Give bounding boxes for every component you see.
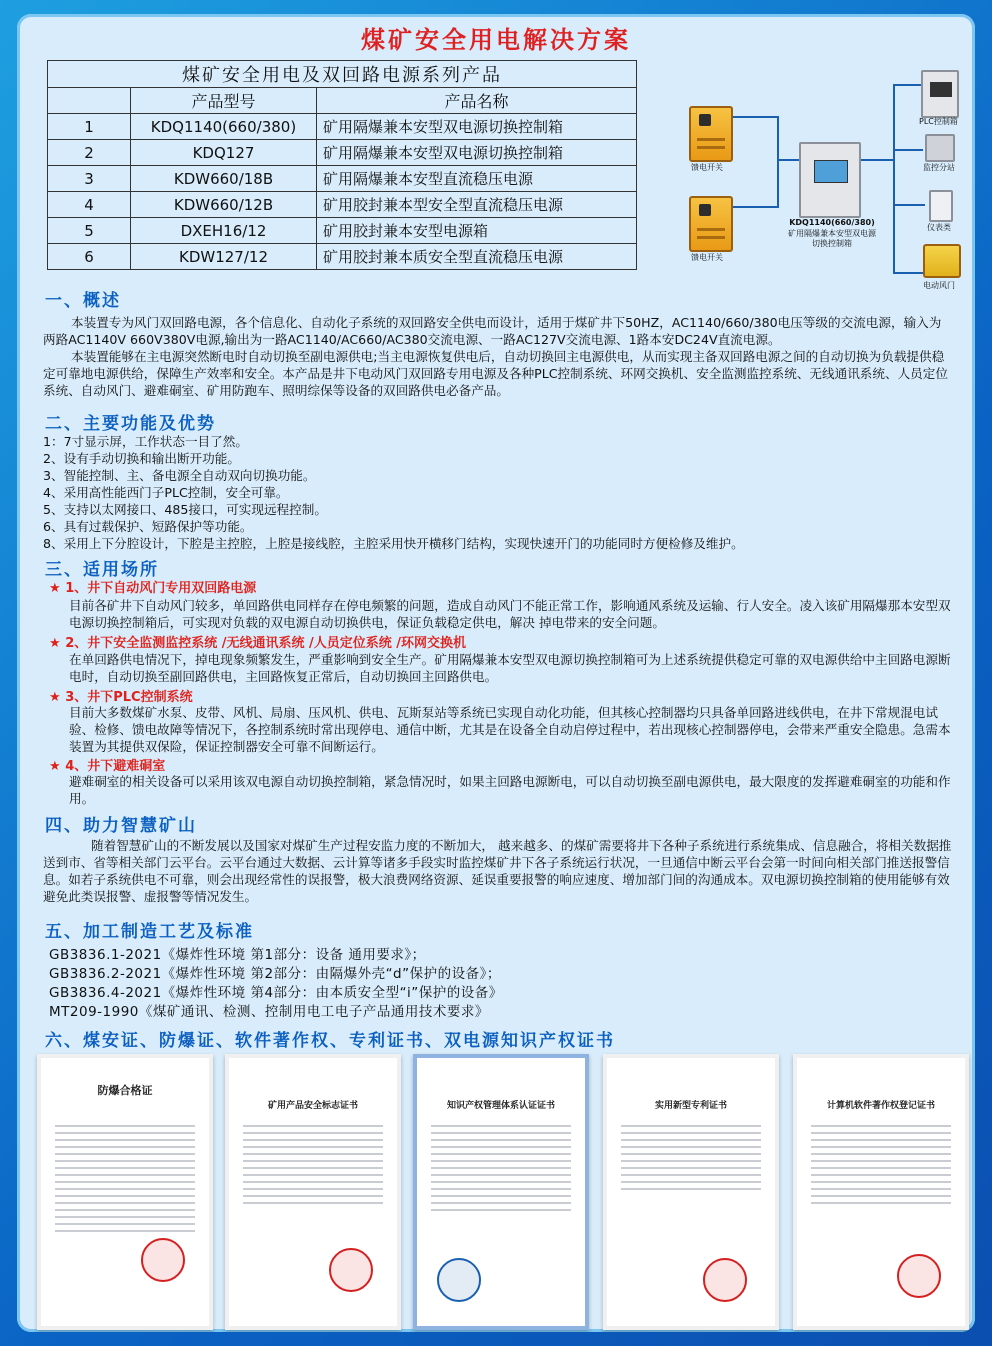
- indicator-icon: [699, 114, 711, 126]
- certificate-software-copyright: [793, 1054, 969, 1330]
- feeder-switch-2-image: [689, 196, 733, 252]
- feature-list: [43, 433, 744, 552]
- monitor-station-image: [925, 134, 955, 162]
- certificate-title: 矿用产品安全标志证书: [267, 1101, 358, 1111]
- vent-icon: [697, 228, 725, 231]
- table-row: [48, 192, 637, 218]
- certificate-mine-safety: [225, 1054, 401, 1330]
- row-model: KDQ127: [131, 140, 317, 166]
- row-model: KDW660/12B: [131, 192, 317, 218]
- table-caption: 煤矿安全用电及双回路电源系列产品: [48, 61, 637, 88]
- poster-page: [17, 14, 975, 1332]
- row-name: 矿用隔爆兼本安型双电源切换控制箱: [317, 114, 637, 140]
- certificate-ip-management: [413, 1054, 589, 1330]
- use-case-2-title: [49, 632, 466, 651]
- standard-item: GB3836.4-2021《爆炸性环境 第4部分：由本质安全型“i”保护的设备》: [49, 985, 503, 1001]
- plc-box-image: [921, 70, 959, 118]
- certificate-explosion-proof: [37, 1054, 213, 1330]
- plc-panel-icon: [930, 82, 951, 97]
- feature-item: 4、采用高性能西门子PLC控制，安全可靠。: [43, 485, 289, 500]
- monitor-station-label: 监控分站: [923, 163, 955, 172]
- vent-icon: [697, 138, 725, 141]
- section-2-heading: 二、主要功能及优势: [45, 414, 216, 434]
- use-case-3-title: [49, 686, 193, 705]
- row-name: 矿用隔爆兼本安型双电源切换控制箱: [317, 140, 637, 166]
- display-screen-icon: [814, 160, 848, 184]
- use-case-1-text: 目前各矿井下自动风门较多，单回路供电同样存在停电频繁的问题，造成自动风门不能正常工作，影响通风系统及运输、行人安全。凌入该矿用隔爆那本安型双电源切换控制箱后，可实现对负载的双电源自动切换供电，保证负载稳定供电，解决 掉电带来的安全问题。: [69, 598, 951, 630]
- section-6-heading: 六、煤安证、防爆证、软件著作权、专利证书、双电源知识产权证书: [45, 1031, 615, 1051]
- system-diagram: [659, 54, 971, 294]
- section-1-paragraph-2: 本装置能够在主电源突然断电时自动切换至副电源供电;当主电源恢复供电后，自动切换回主电源供电，从而实现主备双回路电源之间的自动切换为负载提供稳定可靠地电源供给，保障生产效率和安全。本产品是井下电动风门双回路专用电源及各种PLC控制系统、环网交换机、安全监测监控系统、无线通讯系统、人员定位系统、自动风门、避难硐室、矿用防跑车、照明综保等设备的双回路供电必备产品。: [43, 349, 948, 398]
- red-seal-icon: [897, 1254, 941, 1298]
- certificate-text-lines: [431, 1120, 571, 1216]
- table-row: [48, 114, 637, 140]
- feature-item: 5、支持以太网接口、485接口，可实现远程控制。: [43, 502, 327, 517]
- section-4-heading: 四、助力智慧矿山: [45, 816, 197, 836]
- row-model: KDQ1140(660/380): [131, 114, 317, 140]
- use-case-1-title: [49, 577, 256, 596]
- control-box-model-label: KDQ1140(660/380): [789, 218, 875, 227]
- feature-item: 2、设有手动切换和输出断开功能。: [43, 451, 240, 466]
- wire: [893, 272, 923, 274]
- certificate-title: 防爆合格证: [97, 1084, 153, 1097]
- row-name: 矿用胶封兼本质安全型直流稳压电源: [317, 244, 637, 270]
- star-icon: ★: [49, 581, 61, 596]
- feature-item: 1：7寸显示屏，工作状态一目了然。: [43, 434, 248, 449]
- wire: [729, 116, 779, 118]
- feature-item: 6、具有过载保护、短路保护等功能。: [43, 519, 253, 534]
- certification-logo-icon: [437, 1258, 481, 1302]
- table-header-cell: 产品型号: [131, 88, 317, 114]
- table-header-cell: [48, 88, 131, 114]
- certificate-text-lines: [243, 1120, 383, 1209]
- certificate-text-lines: [621, 1120, 761, 1195]
- use-case-3-label: 3、井下PLC控制系统: [65, 690, 193, 705]
- electric-air-door-label: 电动风门: [923, 281, 955, 290]
- table-row: [48, 244, 637, 270]
- vent-icon: [697, 236, 725, 239]
- star-icon: ★: [49, 690, 61, 705]
- standard-item: GB3836.1-2021《爆炸性环境 第1部分：设备 通用要求》；: [49, 947, 426, 963]
- wire: [777, 159, 799, 161]
- plc-box-label: PLC控制箱: [919, 117, 958, 126]
- row-no: 3: [48, 166, 131, 192]
- certificate-utility-patent: [603, 1054, 779, 1330]
- red-seal-icon: [703, 1258, 747, 1302]
- row-no: 5: [48, 218, 131, 244]
- control-box-name-label-2: 切换控制箱: [812, 239, 852, 248]
- table-header-row: [48, 88, 637, 114]
- wire: [893, 149, 923, 151]
- wire: [893, 84, 921, 86]
- row-no: 4: [48, 192, 131, 218]
- section-4-paragraph: 随着智慧矿山的不断发展以及国家对煤矿生产过程安监力度的不断加大， 越来越多、的煤矿需要将井下各种子系统进行系统集成、信息融合，将相关数据推送到市、省等相关部门云平台。云平台通过大数据、云计算等诸多手段实时监控煤矿井下各子系统运行状况，一旦通信中断云平台会第一时间向相关部门推送报警信息。如若子系统供电不可靠，则会出现经常性的误报警，极大浪费网络资源、延误重要报警的响应速度、增加部门间的沟通成本。双电源切换控制箱的使用能够有效避免此类误报警、虚报警等情况发生。: [43, 838, 952, 904]
- row-name: 矿用隔爆兼本安型直流稳压电源: [317, 166, 637, 192]
- wire: [729, 206, 779, 208]
- vent-icon: [697, 146, 725, 149]
- instrument-image: [929, 190, 953, 222]
- row-no: 2: [48, 140, 131, 166]
- wire: [893, 84, 895, 274]
- electric-air-door-image: [923, 244, 961, 278]
- certificate-title: 实用新型专利证书: [654, 1101, 727, 1111]
- table-row: [48, 218, 637, 244]
- certificate-title: 知识产权管理体系认证证书: [446, 1101, 555, 1111]
- use-case-4-label: 4、井下避难硐室: [65, 759, 166, 774]
- certificate-text-lines: [811, 1120, 951, 1209]
- table-row: [48, 166, 637, 192]
- use-case-4-title: [49, 755, 165, 774]
- row-model: KDW127/12: [131, 244, 317, 270]
- red-seal-icon: [329, 1248, 373, 1292]
- row-model: DXEH16/12: [131, 218, 317, 244]
- wire: [857, 159, 893, 161]
- row-no: 1: [48, 114, 131, 140]
- page-title: 煤矿安全用电解决方案: [361, 26, 631, 54]
- star-icon: ★: [49, 636, 61, 651]
- use-case-2-label: 2、井下安全监测监控系统 /无线通讯系统 /人员定位系统 /环网交换机: [65, 636, 467, 651]
- feature-item: 3、智能控制、主、备电源全自动双向切换功能。: [43, 468, 316, 483]
- row-name: 矿用胶封兼本安型电源箱: [317, 218, 637, 244]
- section-3-heading: 三、适用场所: [45, 560, 159, 580]
- row-model: KDW660/18B: [131, 166, 317, 192]
- star-icon: ★: [49, 759, 61, 774]
- section-1-paragraph-1: 本装置专为风门双回路电源，各个信息化、自动化子系统的双回路安全供电而设计，适用于煤矿井下50HZ，AC1140/660/380电压等级的交流电源，输入为两路AC1140V 660V380V电源,输出为一路AC1140/AC660/AC380交流电源、一路AC127V交流电源、1路本安DC24V直流电源。: [43, 315, 942, 347]
- certificate-text-lines: [55, 1120, 195, 1237]
- row-name: 矿用胶封兼本型安全型直流稳压电源: [317, 192, 637, 218]
- table-header-cell: 产品名称: [317, 88, 637, 114]
- wire: [777, 116, 779, 206]
- instrument-label: 仪表类: [927, 223, 951, 232]
- section-5-heading: 五、加工制造工艺及标准: [45, 922, 254, 942]
- use-case-3-text: 目前大多数煤矿水泵、皮带、风机、局扇、压风机、供电、瓦斯泵站等系统已实现自动化功能，但其核心控制器均只具备单回路进线供电，在井下常规混电试验、检修、馈电故障等情况下，各控制系统时常出现停电、通信中断，尤其是在设备全自动启停过程中，若出现核心控制器停电，会带来严重安全隐患。急需本装置为其提供双保险，保证控制器安全可靠不间断运行。: [69, 705, 951, 754]
- product-table: [47, 60, 637, 270]
- standard-item: GB3836.2-2021《爆炸性环境 第2部分：由隔爆外壳“d”保护的设备》；: [49, 966, 501, 982]
- feature-item: 8、采用上下分腔设计，下腔是主控腔，上腔是接线腔，主腔采用快开横移门结构，实现快速开门的功能同时方便检修及维护。: [43, 536, 744, 551]
- certificate-gallery: [37, 1054, 957, 1326]
- table-row: [48, 140, 637, 166]
- indicator-icon: [699, 204, 711, 216]
- feeder-switch-1-label: 馈电开关: [691, 163, 723, 172]
- switch-control-box-image: [799, 142, 861, 218]
- row-no: 6: [48, 244, 131, 270]
- use-case-4-text: 避难硐室的相关设备可以采用该双电源自动切换控制箱，紧急情况时，如果主回路电源断电，可以自动切换至副电源供电，最大限度的发挥避难硐室的功能和作用。: [69, 774, 951, 806]
- standard-item: MT209-1990《煤矿通讯、检测、控制用电工电子产品通用技术要求》: [49, 1004, 489, 1020]
- section-1-heading: 一、概述: [45, 291, 121, 311]
- certificate-title: 计算机软件著作权登记证书: [826, 1101, 935, 1111]
- control-box-name-label: 矿用隔爆兼本安型双电源: [788, 229, 876, 238]
- use-case-2-text: 在单回路供电情况下，掉电现象频繁发生，严重影响到安全生产。矿用隔爆兼本安型双电源切换控制箱可为上述系统提供稳定可靠的双电源供给中主回路电源断电时，自动切换至副回路供电，主回路恢复正常后，自动切换回主回路供电。: [69, 652, 951, 684]
- feeder-switch-2-label: 馈电开关: [691, 253, 723, 262]
- feeder-switch-1-image: [689, 106, 733, 162]
- red-seal-icon: [141, 1238, 185, 1282]
- use-case-1-label: 1、井下自动风门专用双回路电源: [65, 581, 257, 596]
- wire: [893, 204, 925, 206]
